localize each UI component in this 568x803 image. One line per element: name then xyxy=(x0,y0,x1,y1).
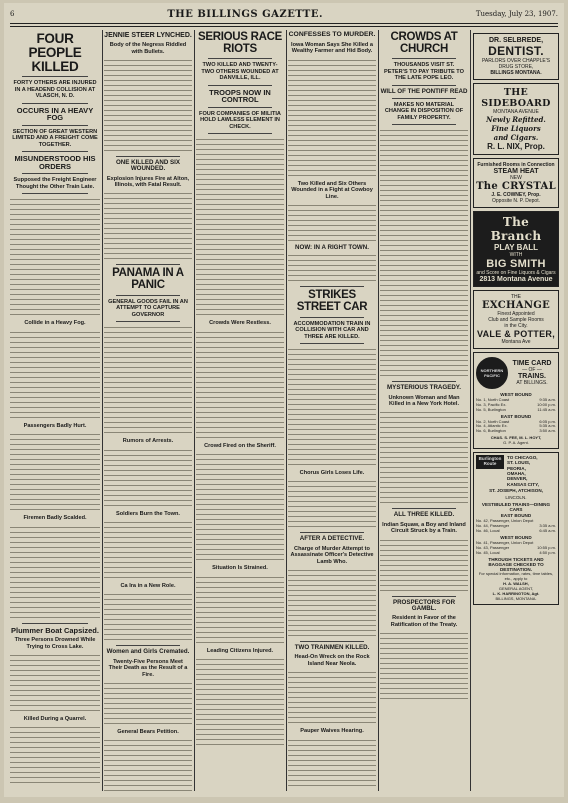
deck: ACCOMMODATION TRAIN IN COLLISION WITH CAR AND THREE ARE KILLED. xyxy=(293,320,371,340)
destination: OMAHA, xyxy=(507,470,526,476)
article-body-filler xyxy=(196,452,284,562)
column-3 xyxy=(196,30,284,791)
ad-title: TIME CARD xyxy=(512,360,552,367)
deck: Explosion Injures Fire at Alton, Illinois, with Fatal Result. xyxy=(106,175,190,189)
article-body-filler xyxy=(104,325,192,435)
article-body-filler xyxy=(196,137,284,317)
article-body-filler xyxy=(380,410,468,505)
ad-line: Montana Ave xyxy=(501,339,531,345)
subhead: Crowd Fired on the Sheriff. xyxy=(204,442,276,449)
headline: JENNIE STEER LYNCHED. xyxy=(104,32,192,39)
advertising-column xyxy=(472,30,560,791)
article-body-filler xyxy=(10,725,100,785)
article-body-filler xyxy=(104,448,192,508)
footer-line: GENERAL AGENT, xyxy=(498,586,534,592)
divider xyxy=(392,85,456,86)
ad-line: and Score on Fine Liquors & Cigars xyxy=(476,270,556,276)
divider xyxy=(116,264,180,265)
divider xyxy=(208,107,272,108)
timetable-row: No. 2, North Coast 6:05 p.m. xyxy=(476,418,556,424)
ad-line: Fine Liquors xyxy=(491,124,541,133)
divider xyxy=(208,133,272,134)
column-4 xyxy=(288,30,376,791)
deck: Unknown Woman and Man Killed in a New York Hotel. xyxy=(388,394,460,408)
branch-ad xyxy=(473,211,559,287)
deck: OCCURS IN A HEAVY FOG xyxy=(16,105,94,123)
timetable-row: No. 42, Passenger, Union Depot xyxy=(476,518,534,524)
timetable-row: No. 6, Burlington 3:50 a.m. xyxy=(476,428,556,434)
ad-line: NEW xyxy=(510,175,522,181)
exchange-ad xyxy=(473,290,559,349)
article-body-filler xyxy=(10,197,100,317)
footer-line: H. A. WALSH, xyxy=(503,581,529,587)
divider xyxy=(116,156,180,157)
footer-line: BILLINGS, MONTANA. xyxy=(495,595,537,601)
timetable-row: No. 3, Pacific Ex. 10:00 p.m. xyxy=(476,401,556,407)
divider xyxy=(392,124,456,125)
article-body-filler xyxy=(288,670,376,725)
deck: Two Killed and Six Others Wounded in a Fight at Cowboy Line. xyxy=(291,180,373,200)
subhead: Passengers Badly Hurt. xyxy=(23,422,87,429)
subhead: Killed During a Quarrel. xyxy=(23,715,87,722)
timetable xyxy=(476,393,556,446)
column-1 xyxy=(10,30,100,791)
divider xyxy=(22,151,88,152)
ad-line: Newly Refitted. xyxy=(486,115,546,124)
timecard-ad xyxy=(473,352,559,449)
footer-line: L. K. HARRINGTON, Agt. xyxy=(492,591,540,597)
deck: Supposed the Freight Engineer Thought the Other Train Late. xyxy=(13,177,97,190)
subhead: Ca Ira in a New Role. xyxy=(120,582,176,589)
headline: MYSTERIOUS TRAGEDY. xyxy=(387,384,461,392)
deck: Twenty-Five Persons Meet Their Death as the Result of a Fire. xyxy=(108,658,188,678)
timetable-row: No. 46, Local 6:45 a.m. xyxy=(476,528,556,534)
article-body-filler xyxy=(380,128,468,378)
destination: KANSAS CITY, xyxy=(507,481,539,487)
page-header xyxy=(10,6,558,22)
deck: TROOPS NOW IN CONTROL xyxy=(209,87,271,105)
ad-line: BIG SMITH xyxy=(486,258,546,270)
destination: TO CHICAGO, xyxy=(507,455,538,461)
article-body-filler xyxy=(288,203,376,243)
deck: MAKES NO MATERIAL CHANGE IN DISPOSITION OF FAMILY PROPERTY. xyxy=(384,102,464,121)
divider xyxy=(116,321,180,322)
ad-line: PLAY BALL xyxy=(493,243,538,252)
headline: CROWDS AT CHURCH xyxy=(390,31,458,55)
ad-line: Club and Sample Rooms xyxy=(488,317,544,323)
subhead: Firemen Badly Scalded. xyxy=(23,515,87,522)
article-body-filler xyxy=(288,347,376,467)
article-body-filler xyxy=(380,631,468,701)
masthead: THE BILLINGS GAZETTE. xyxy=(167,8,323,20)
deck: Resident in Favor of the Ratification of the Treaty. xyxy=(390,615,458,628)
article-body-filler xyxy=(104,520,192,580)
ad-title: DENTIST. xyxy=(488,44,544,58)
deck: Charge of Murder Attempt to Assassinate Officer's Detective Lamb Who. xyxy=(290,545,374,565)
article-body-filler xyxy=(288,738,376,788)
article-body-filler xyxy=(196,657,284,747)
deck: MISUNDERSTOOD HIS ORDERS xyxy=(14,154,96,171)
subhead: Chorus Girls Loses Life. xyxy=(299,470,365,477)
timetable-row: No. 45, Local 4:50 p.m. xyxy=(476,549,556,555)
timetable-row: No. 43, Passenger 10:55 p.m. xyxy=(476,544,556,550)
ad-line: — OF — xyxy=(522,367,542,373)
dentist-ad xyxy=(473,33,559,80)
subhead: Leading Citizens Injured. xyxy=(206,647,274,654)
ad-line: THE xyxy=(511,294,521,300)
column-rule xyxy=(286,30,287,791)
northern-pacific-logo-icon: NORTHERN PACIFIC xyxy=(476,357,508,389)
header-rule xyxy=(10,23,558,24)
headline: SERIOUS RACE RIOTS xyxy=(198,31,282,55)
agent-line: G. P. A. Agent. xyxy=(503,440,529,446)
divider xyxy=(300,343,364,344)
article-body-filler xyxy=(196,575,284,645)
article-body-filler xyxy=(196,330,284,440)
deck: THOUSANDS VISIT ST. PETER'S TO PAY TRIBUTE TO THE LATE POPE LEO. xyxy=(384,62,464,82)
headline: AFTER A DETECTIVE. xyxy=(299,535,365,543)
headline: ONE KILLED AND SIX WOUNDED. xyxy=(115,158,181,173)
divider xyxy=(392,508,456,509)
divider xyxy=(300,286,364,287)
timetable-section: WEST BOUND xyxy=(500,535,532,541)
divider xyxy=(392,58,456,59)
headline: TWO TRAINMEN KILLED. xyxy=(294,644,370,652)
subhead: General Bears Petition. xyxy=(117,728,179,735)
column-rule xyxy=(470,30,471,791)
column-2 xyxy=(104,30,192,791)
timetable-row: No. 4, Atlantic Ex. 5:35 a.m. xyxy=(476,423,556,429)
divider xyxy=(208,85,272,86)
divider xyxy=(22,193,88,194)
article-body-filler xyxy=(380,538,468,593)
ad-line: and Cigars. xyxy=(493,133,539,142)
deck: WILL OF THE PONTIFF READ xyxy=(380,87,468,95)
column-rule xyxy=(378,30,379,791)
subhead: Soldiers Burn the Town. xyxy=(116,510,180,517)
destination: ST. LOUIS, xyxy=(507,460,531,466)
deck: Iowa Woman Says She Killed a Wealthy Farmer and Hid Body. xyxy=(291,41,373,55)
article-body-filler xyxy=(288,58,376,178)
ad-line: STEAM HEAT xyxy=(493,168,539,175)
ad-title: EXCHANGE xyxy=(481,300,551,311)
ad-owner: J. E. COWNEY, Prop. xyxy=(491,192,541,198)
ad-name: DR. SELBREDE, xyxy=(488,37,544,44)
article-body-filler xyxy=(288,479,376,529)
article-body-filler xyxy=(10,525,100,620)
timetable-row: No. 41, Passenger, Union Depot xyxy=(476,540,534,545)
headline: PANAMA IN A PANIC xyxy=(112,267,184,292)
deck: SECTION OF GREAT WESTERN LIMITED AND A FREIGHT COME TOGETHER. xyxy=(12,128,98,148)
divider xyxy=(116,295,180,296)
divider xyxy=(300,532,364,533)
article-body-filler xyxy=(104,58,192,153)
page-number: 6 xyxy=(10,10,15,18)
divider xyxy=(22,173,88,174)
column-5 xyxy=(380,30,468,791)
deck: FORTY OTHERS ARE INJURED IN A HEADEND COLLISION AT VLASCH, N. D. xyxy=(13,80,97,100)
article-body-filler xyxy=(288,253,376,283)
divider xyxy=(392,98,456,99)
ad-line: Furnished Rooms in Connection xyxy=(477,162,555,168)
timetable xyxy=(476,489,556,602)
deck: Three Persons Drowned While Trying to Cross Lake. xyxy=(14,637,96,650)
divider xyxy=(300,641,364,642)
agent-line: CHAS. S. FEE, M. L. HOYT, xyxy=(490,435,542,441)
vestibuled-line: VESTIBULED TRAINS—DINING CARS xyxy=(481,501,551,512)
article-body-filler xyxy=(104,681,192,726)
deck: Body of the Negress Riddled with Bullets. xyxy=(109,42,187,55)
ad-owner: R. L. NIX, Prop. xyxy=(487,142,545,151)
timetable-section: WEST BOUND xyxy=(500,392,532,397)
subhead: Rumors of Arrests. xyxy=(122,438,174,445)
divider xyxy=(208,58,272,59)
timetable-row: No. 5, Burlington 11:45 a.m. xyxy=(476,406,556,412)
subhead: Situation Is Strained. xyxy=(212,565,268,572)
article-body-filler xyxy=(288,568,376,638)
headline: Plummer Boat Capsized. xyxy=(11,625,99,635)
footer-line: For special information, rates, time tables, etc., apply to xyxy=(478,571,554,582)
ad-line: in the City. xyxy=(504,323,528,329)
divider xyxy=(22,103,88,104)
ad-line: Finest Appointed xyxy=(497,311,535,317)
timetable-row: No. 44, Passenger 3:35 a.m. xyxy=(476,523,556,529)
timetable-section: EAST BOUND xyxy=(500,513,532,519)
destination: PEORIA, xyxy=(507,465,526,471)
ad-line: 2813 Montana Avenue xyxy=(479,276,553,283)
destination: DENVER, xyxy=(507,476,528,482)
headline: STRIKES STREET CAR xyxy=(296,289,368,314)
through-tickets-line: THROUGH TICKETS AND BAGGAGE CHECKED TO DESTINATION. xyxy=(488,556,544,572)
ad-line: Opposite N. P. Depot. xyxy=(492,198,540,204)
ad-line: MONTANA AVENUE xyxy=(493,109,539,115)
ad-line: AT BILLINGS. xyxy=(516,380,548,386)
subhead: Collide in a Heavy Fog. xyxy=(24,320,86,327)
subhead: Pauper Waives Hearing. xyxy=(300,728,364,735)
headline: PROSPECTORS FOR GAMBL. xyxy=(392,598,456,612)
subhead: Crowds Were Restless. xyxy=(209,320,271,327)
destination: LINCOLN. xyxy=(505,494,527,500)
article-body-filler xyxy=(10,653,100,713)
deck: TWO KILLED AND TWENTY-TWO OTHERS WOUNDED AT DANVILLE, ILL. xyxy=(201,62,279,82)
divider xyxy=(22,76,88,77)
burlington-logo-icon: Burlington Route xyxy=(476,455,504,469)
destination: ST. JOSEPH, ATCHISON, xyxy=(489,487,543,493)
article-body-filler xyxy=(104,738,192,791)
divider xyxy=(22,623,88,624)
ad-line: WITH xyxy=(509,252,523,258)
deck: GENERAL GOODS FAIL IN AN ATTEMPT TO CAPTURE GOVERNOR xyxy=(108,298,188,318)
divider xyxy=(116,645,180,646)
headline: ALL THREE KILLED. xyxy=(393,511,455,519)
crystal-ad xyxy=(473,158,559,208)
deck: NOW: IN A RIGHT TOWN. xyxy=(295,244,369,252)
divider xyxy=(392,381,456,382)
timetable-section: EAST BOUND xyxy=(500,413,532,419)
headline: Women and Girls Cremated. xyxy=(106,648,190,656)
issue-date: Tuesday, July 23, 1907. xyxy=(475,10,558,18)
ad-title: The CRYSTAL xyxy=(476,181,556,192)
deck: Head-On Wreck on the Rock Island Near Neola. xyxy=(294,654,370,667)
article-body-filler xyxy=(10,330,100,420)
ad-owner: VALE & POTTER, xyxy=(476,329,556,339)
ad-line: TRAINS. xyxy=(518,373,546,380)
sideboard-ad xyxy=(473,83,559,155)
deck: FOUR COMPANIES OF MILITIA HOLD LAWLESS ELEMENT IN CHECK. xyxy=(199,110,281,130)
ad-title: THE SIDEBOARD xyxy=(481,87,551,109)
column-rule xyxy=(194,30,195,791)
divider xyxy=(300,317,364,318)
header-rule-2 xyxy=(10,26,558,27)
timetable-row: No. 1, North Coast 9:35 a.m. xyxy=(476,396,556,402)
newspaper-page xyxy=(4,3,564,797)
divider xyxy=(22,125,88,126)
ad-line: BILLINGS MONTANA. xyxy=(490,70,542,76)
article-body-filler xyxy=(10,432,100,512)
ad-line: PARLORS OVER CHAPPLE'S DRUG STORE, xyxy=(481,58,551,70)
column-rule xyxy=(102,30,103,791)
burlington-ad xyxy=(473,452,559,605)
headline: CONFESSES TO MURDER. xyxy=(288,31,376,38)
deck: Indian Squaw, a Boy and Inland Circuit Struck by a Train. xyxy=(382,521,466,535)
headline: FOUR PEOPLE KILLED xyxy=(28,31,82,74)
article-body-filler xyxy=(104,191,192,261)
divider xyxy=(392,596,456,597)
ad-title: The Branch xyxy=(490,215,542,243)
article-body-filler xyxy=(104,592,192,642)
